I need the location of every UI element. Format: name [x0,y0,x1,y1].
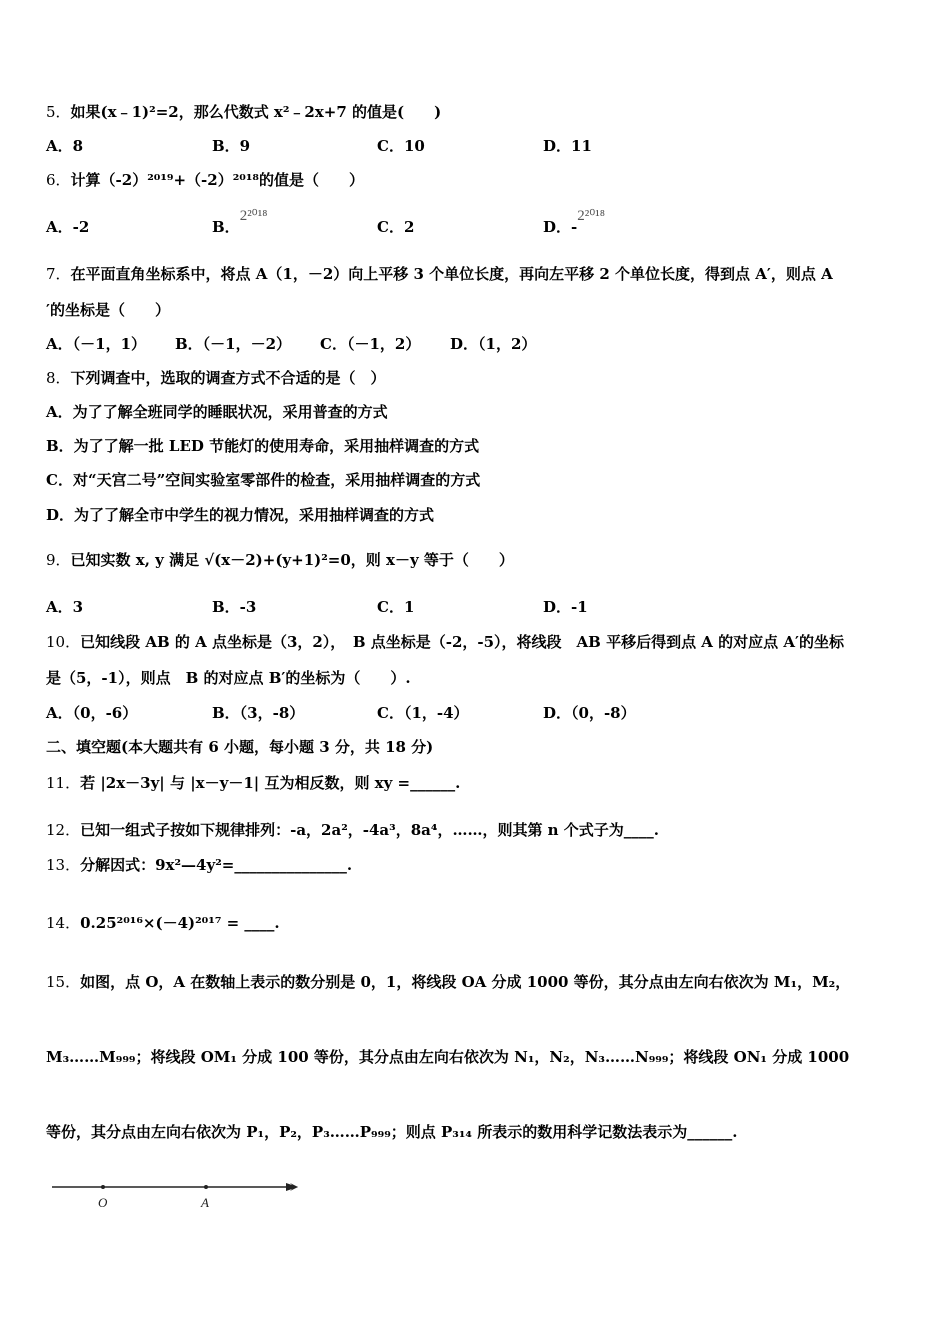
q15-line2: M₃……M₉₉₉；将线段 OM₁ 分成 100 等份，其分点由左向右依次为 N₁，N₂，N₃……N₉₉₉；将线段 ON₁ 分成 1000 [46,1048,850,1066]
q15-number: 15． [46,973,81,991]
q14 [46,913,280,933]
q9-stem: 已知实数 x, y 满足 √(x－2)+(y+1)²=0，则 x－y 等于（ ） [70,551,514,569]
q9-option-a: A．3 [46,598,84,616]
q8-option-b: B．为了了解一批 LED 节能灯的使用寿命，采用抽样调查的方式 [46,437,480,455]
q9-option-c: C．1 [377,598,415,616]
q8-number: 8． [46,369,71,387]
section-2-title: 二、填空题(本大题共有 6 小题，每小题 3 分，共 18 分) [46,738,434,756]
q6-option-b: B． [212,218,240,236]
q5-number: 5． [46,103,71,121]
q5-option-c: C．10 [377,137,425,155]
q6-option-a: A．-2 [46,218,90,236]
q14-number: 14． [46,914,81,932]
q14-stem: 0.25²⁰¹⁶×(－4)²⁰¹⁷ = ____. [80,914,280,932]
q8-stem: 下列调查中，选取的调查方式不合适的是（ ） [70,369,386,387]
q8-option-c: C．对“天宫二号”空间实验室零部件的检查，采用抽样调查的方式 [46,471,481,489]
q6-option-c: C．2 [377,218,415,236]
point-a-label: A [201,1195,209,1210]
q12-number: 12． [46,821,81,839]
q10-option-c: C．（1，-4） [377,704,469,722]
q5-option-d: D．11 [543,137,592,155]
q11-number: 11． [46,774,81,792]
point-o-dot [101,1185,105,1189]
q10-option-d: D．（0，-8） [543,704,636,722]
q9-number: 9． [46,551,71,569]
q9-option-d: D．-1 [543,598,588,616]
q6-option-d: D．- [543,218,578,236]
q10-option-a: A．（0，-6） [46,704,138,722]
q7-stem-line1: 在平面直角坐标系中，将点 A（1，－2）向上平移 3 个单位长度，再向左平移 2 个单位长度，得到点 A′，则点 A [70,265,833,283]
q9-option-b: B．-3 [212,598,257,616]
q7-option-c: C．（－1，2） [320,335,421,353]
q5-option-a: A．8 [46,137,84,155]
q8-option-a: A．为了了解全班同学的睡眠状况，采用普查的方式 [46,403,388,421]
q5-stem: 如果(x﹣1)²=2，那么代数式 x²﹣2x+7 的值是( ) [70,103,442,121]
q7-option-a: A．（－1，1） [46,335,147,353]
q12 [46,820,659,840]
q15-line3: 等份，其分点由左向右依次为 P₁，P₂，P₃……P₉₉₉；则点 P₃₁₄ 所表示的数用科学记数法表示为______. [46,1123,738,1141]
q13-stem: 分解因式：9x²—4y²=_______________. [80,856,353,874]
q12-stem: 已知一组式子按如下规律排列：-a，2a²，-4a³，8a⁴，……，则其第 n 个式子为____. [80,821,660,839]
point-o-label: O [98,1195,108,1210]
q10-number: 10． [46,633,81,651]
q8-option-d: D．为了了解全市中学生的视力情况，采用抽样调查的方式 [46,506,435,524]
q5-option-b: B．9 [212,137,251,155]
q7-option-d: D．（1，2） [450,335,537,353]
q6-stem: 计算（-2）²⁰¹⁹+（-2）²⁰¹⁸的值是（ ） [70,171,365,189]
q7-option-b: B．（－1，－2） [175,335,292,353]
q13 [46,855,352,875]
q11-stem: 若 |2x－3y| 与 |x－y－1| 互为相反数，则 xy =______. [80,774,461,792]
q6-option-d-math: 2²⁰¹⁸ [577,208,605,224]
point-a-dot [204,1185,208,1189]
number-line-figure [50,1176,300,1216]
q6-option-b-math: 2²⁰¹⁸ [239,208,268,224]
q10-option-b: B．（3，-8） [212,704,305,722]
q6-number: 6． [46,171,71,189]
q10-stem-line2: 是（5，-1），则点 B 的对应点 B′的坐标为（ ）. [46,669,411,687]
q13-number: 13． [46,856,81,874]
q7-stem-line2: ′的坐标是（ ） [46,301,170,319]
q15-line1: 如图，点 O，A 在数轴上表示的数分别是 0，1，将线段 OA 分成 1000 等份，其分点由左向右依次为 M₁，M₂， [80,973,851,991]
q10-stem-line1: 已知线段 AB 的 A 点坐标是（3，2）， B 点坐标是（-2，-5），将线段 AB 平移后得到点 A 的对应点 A′的坐标 [80,633,844,651]
q7-number: 7． [46,265,71,283]
q11 [46,773,460,793]
